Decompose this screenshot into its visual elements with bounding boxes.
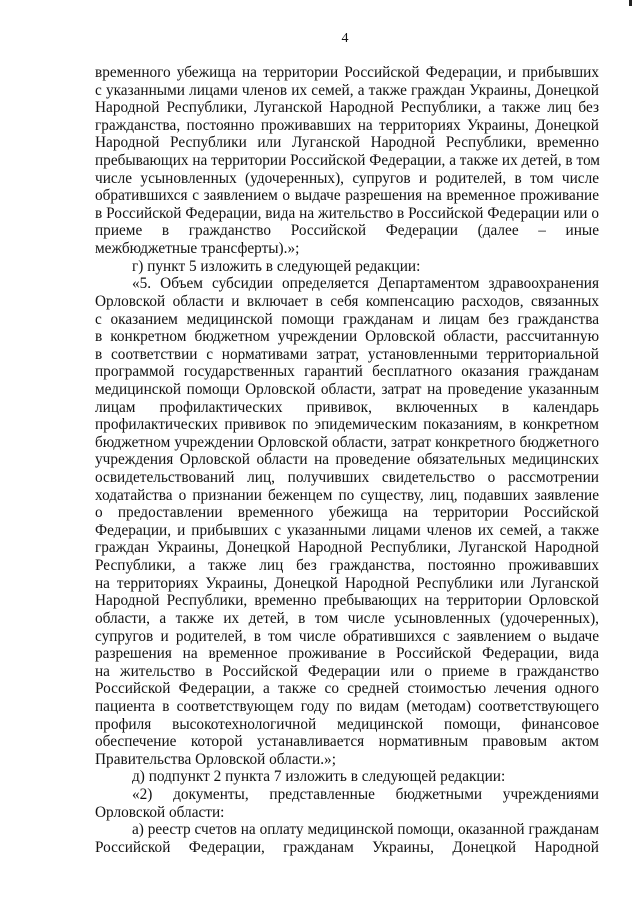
text-line: программой государственных гарантий бесплатного оказания гражданам [95, 363, 599, 381]
text-line: с указанными лицами членов их семей, а также граждан Украины, Донецкой [95, 81, 599, 99]
text-line: Федерации, и прибывших с указанными лицами членов их семей, а также [95, 521, 599, 539]
scan-edge-mark [629, 0, 632, 6]
text-line: супругов и родителей, в том числе обратившихся с заявлением о выдаче [95, 627, 599, 645]
item-d-heading: д) подпункт 2 пункта 7 изложить в следующей редакции: [132, 768, 506, 786]
text-line: лицам профилактических прививок, включенных в календарь [95, 398, 599, 416]
document-body [95, 64, 599, 856]
text-line: профиля высокотехнологичной медицинской помощи, финансовое [95, 715, 599, 733]
text-line: Российской Федерации, а также со средней стоимостью лечения одного [95, 680, 599, 698]
text-line: с оказанием медицинской помощи гражданам и лицам без гражданства [95, 310, 599, 328]
text-line: Орловской области: [95, 803, 225, 821]
text-line: медицинской помощи Орловской области, затрат на проведение указанным [95, 380, 599, 398]
text-line: ходатайства о признании беженцем по существу, лиц, подавших заявление [95, 486, 599, 504]
text-line: числе усыновленных (удочеренных), супругов и родителей, в том числе [95, 169, 599, 187]
text-line: Республики, а также лиц без гражданства, постоянно проживавших [95, 557, 599, 575]
text-line: временного убежища на территории Российской Федерации, и прибывших [95, 64, 599, 81]
text-line: Правительства Орловской области.»; [95, 750, 336, 768]
text-line: гражданства, постоянно проживавших на территориях Украины, Донецкой [95, 116, 599, 134]
text-line: Народной Республики, Луганской Народной Республики, а также лиц без [95, 99, 599, 117]
text-line: в соответствии с нормативами затрат, установленными территориальной [95, 345, 599, 363]
text-line: пациента в соответствующем году по видам (методам) соответствующего [95, 697, 599, 715]
text-line: в Российской Федерации, вида на жительство в Российской Федерации или о [95, 204, 599, 222]
item-g-heading: г) пункт 5 изложить в следующей редакции: [132, 257, 421, 275]
text-line: обратившихся с заявлением о выдаче разрешения на временное проживание [95, 187, 599, 205]
text-line: а) реестр счетов на оплату медицинской помощи, оказанной гражданам [132, 821, 599, 839]
text-line: Орловской области и включает в себя компенсацию расходов, связанных [95, 292, 599, 310]
text-line: обеспечение которой устанавливается нормативным правовым актом [95, 733, 599, 751]
text-line: пребывающих на территории Российской Федерации, а также их детей, в том [95, 152, 600, 170]
text-line: учреждения Орловской области на проведение обязательных медицинских [95, 451, 599, 469]
text-line: бюджетном учреждении Орловской области, затрат конкретного бюджетного [95, 433, 599, 451]
text-line: «5. Объем субсидии определяется Департаментом здравоохранения [132, 275, 599, 293]
text-line: освидетельствований лиц, получивших свидетельство о рассмотрении [95, 469, 599, 487]
text-line: разрешения на временное проживание в Российской Федерации, вида [95, 645, 599, 663]
text-line: на территориях Украины, Донецкой Народной Республики или Луганской [95, 574, 599, 592]
text-line: приеме в гражданство Российской Федерации (далее – иные [95, 222, 599, 240]
text-line: Народной Республики или Луганской Народной Республики, временно [95, 134, 599, 152]
text-line: Российской Федерации, гражданам Украины, Донецкой Народной [95, 838, 599, 856]
text-line: граждан Украины, Донецкой Народной Республики, Луганской Народной [95, 539, 599, 557]
text-line: на жительство в Российской Федерации или о приеме в гражданство [95, 662, 599, 680]
text-line: профилактических прививок по эпидемическим показаниям, в конкретном [95, 416, 599, 434]
page-number: 4 [341, 31, 349, 46]
text-line: Народной Республики, временно пребывающих на территории Орловской [95, 592, 599, 610]
text-line: межбюджетные трансферты).»; [95, 240, 300, 258]
text-line: области, а также их детей, в том числе усыновленных (удочеренных), [95, 609, 599, 627]
text-line: «2) документы, представленные бюджетными учреждениями [132, 785, 599, 803]
text-line: о предоставлении временного убежища на территории Российской [95, 504, 599, 522]
text-line: в конкретном бюджетном учреждении Орловской области, рассчитанную [95, 328, 599, 346]
